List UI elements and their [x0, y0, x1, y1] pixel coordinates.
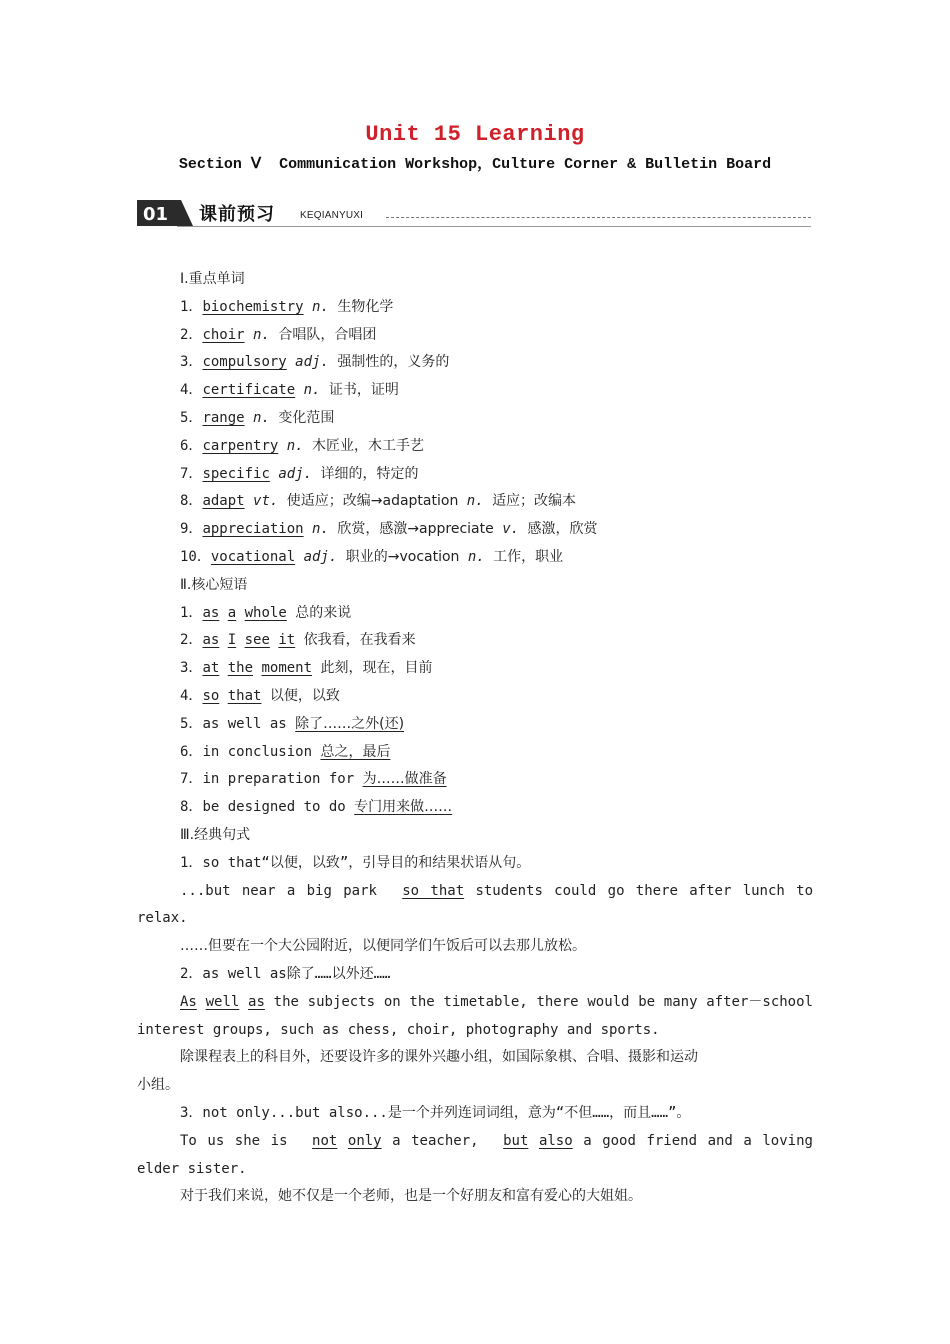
- phrase-list-answers: [137, 711, 813, 822]
- phrase-num: 8．: [180, 799, 203, 816]
- vocab-item: [137, 433, 813, 461]
- vocab-meaning-2: 感激，欣赏: [527, 521, 598, 538]
- vocab-num: 3．: [180, 354, 203, 371]
- sentence-1-title: 1．so that“以便，以致”，引导目的和结果状语从句。: [180, 854, 531, 871]
- vocab-item: [137, 461, 813, 489]
- vocab-meaning: 详细的，特定的: [320, 465, 419, 482]
- vocab-meaning: 欣赏，感激→appreciate: [337, 521, 494, 538]
- sentence-3-pre: To us she is: [180, 1132, 288, 1149]
- vocab-pos: adj.: [295, 354, 329, 371]
- vocab-word: biochemistry: [202, 298, 304, 315]
- phrase-word: at: [202, 660, 220, 677]
- banner-pinyin: KEQIANYUXI: [300, 210, 364, 221]
- vocab-meaning: 证书，证明: [328, 382, 399, 399]
- phrase-text: as well as: [202, 715, 287, 732]
- vocab-item: [137, 544, 813, 572]
- vocab-meaning-2: 适应；改编本: [492, 493, 577, 510]
- vocab-num: 8．: [180, 493, 203, 510]
- vocab-pos: vt.: [253, 493, 279, 510]
- sentence-3-answer-1b: only: [347, 1132, 382, 1149]
- unit-title: Unit 15 Learning: [365, 122, 585, 147]
- vocab-num: 6．: [180, 437, 203, 454]
- vocab-pos-2: n.: [467, 548, 485, 565]
- vocab-meaning: 变化范围: [278, 409, 335, 426]
- sentence-2-cont: interest groups, such as chess, choir, photography and sports.: [137, 1021, 660, 1038]
- vocab-num: 2．: [180, 326, 203, 343]
- vocab-pos: n.: [253, 409, 270, 426]
- vocab-meaning-2: 工作，职业: [493, 548, 564, 565]
- sentence-2-translation-1: 除课程表上的科目外，还要设许多的课外兴趣小组，如国际象棋、合唱、摄影和运动: [180, 1049, 698, 1066]
- sentence-3-answer-2b: also: [538, 1132, 573, 1149]
- vocab-num: 1．: [180, 298, 203, 315]
- sentence-1-cont: relax.: [137, 910, 188, 927]
- section-subtitle: Section Ⅴ Communication Workshop，Culture Corner & Bulletin Board: [178, 156, 772, 173]
- phrase-word: so: [202, 687, 220, 704]
- vocab-word: adapt: [202, 493, 245, 510]
- vocab-meaning: 强制性的，义务的: [337, 354, 450, 371]
- vocab-word: vocational: [210, 548, 296, 565]
- vocab-word: specific: [202, 465, 270, 482]
- phrase-answer: 总之，最后: [320, 743, 391, 760]
- phrase-word: as: [202, 604, 220, 621]
- vocab-pos: n.: [253, 326, 270, 343]
- sentence-1-translation: ……但要在一个大公园附近，以便同学们午饭后可以去那儿放松。: [180, 938, 586, 955]
- section-banner: [137, 198, 811, 230]
- sentence-3-mid: a teacher,: [392, 1132, 479, 1149]
- vocab-pos: adj.: [303, 548, 338, 565]
- sentence-3-post: a good friend and a loving: [583, 1132, 813, 1149]
- phrase-list: [137, 600, 813, 711]
- phrase-item: [137, 600, 813, 628]
- vocab-num: 10．: [180, 548, 211, 565]
- sentence-3-answer-1a: not: [312, 1132, 338, 1149]
- phrase-num: 3．: [180, 660, 203, 677]
- sentence-2-post: the subjects on the timetable, there would be many after－school: [273, 993, 813, 1010]
- vocab-pos-2: v.: [502, 521, 520, 538]
- banner-heading: 课前预习: [199, 204, 275, 225]
- phrase-item: [137, 655, 813, 683]
- content-body: [137, 266, 813, 1211]
- vocab-meaning: 使适应；改编→adaptation: [286, 493, 459, 510]
- vocab-num: 4．: [180, 382, 203, 399]
- phrase-answer: 除了……之外(还): [295, 715, 405, 732]
- phrase-num: 7．: [180, 771, 203, 788]
- phrase-word: as: [202, 632, 220, 649]
- vocab-pos: n.: [312, 521, 329, 538]
- vocab-pos: n.: [312, 298, 329, 315]
- vocab-item: [137, 322, 813, 350]
- sentence-heading: Ⅲ.经典句式: [180, 826, 251, 843]
- phrase-item: [137, 739, 813, 767]
- phrase-text: in preparation for: [202, 771, 355, 788]
- phrase-num: 2．: [180, 632, 203, 649]
- sentence-2-answer-1: As: [180, 993, 197, 1010]
- phrase-word: I: [227, 632, 237, 649]
- vocab-word: compulsory: [202, 354, 287, 371]
- vocab-item: [137, 488, 813, 516]
- phrase-num: 5．: [180, 715, 203, 732]
- sentence-2-answer-2: well: [205, 993, 240, 1010]
- phrase-item: [137, 627, 813, 655]
- phrase-heading: Ⅱ.核心短语: [180, 576, 248, 593]
- vocab-item: [137, 405, 813, 433]
- sentence-2-title: 2．as well as除了……以外还……: [180, 965, 391, 982]
- phrase-answer: 专门用来做……: [354, 799, 453, 816]
- vocab-word: appreciation: [202, 521, 304, 538]
- banner-solid-rule: [177, 226, 811, 227]
- phrase-item: [137, 766, 813, 794]
- vocab-word: choir: [202, 326, 245, 343]
- vocab-word: range: [202, 409, 245, 426]
- vocab-meaning: 生物化学: [337, 298, 394, 315]
- phrase-meaning: 此刻，现在，目前: [320, 660, 433, 677]
- phrase-word: a: [227, 604, 237, 621]
- phrase-word: the: [227, 660, 254, 677]
- phrase-word: see: [244, 632, 270, 649]
- vocab-heading: Ⅰ.重点单词: [180, 271, 245, 287]
- phrase-num: 1．: [180, 604, 203, 621]
- sentence-2-example: [137, 989, 813, 1017]
- phrase-meaning: 总的来说: [295, 604, 352, 621]
- phrase-meaning: 以便，以致: [269, 687, 340, 704]
- phrase-item: [137, 794, 813, 822]
- vocab-word: carpentry: [202, 437, 279, 454]
- vocab-pos: adj.: [278, 465, 313, 482]
- sentence-1-answer: so that: [402, 882, 465, 899]
- vocab-meaning: 合唱队，合唱团: [278, 326, 377, 343]
- svg-text:01: 01: [143, 204, 169, 225]
- vocab-meaning: 木匠业，木工手艺: [312, 437, 425, 454]
- sentence-3-title: 3．not only...but also...是一个并列连词词组，意为“不但……，而且……”。: [180, 1104, 691, 1121]
- vocab-meaning: 职业的→vocation: [345, 548, 460, 565]
- phrase-num: 6．: [180, 743, 203, 760]
- phrase-word: that: [227, 687, 262, 704]
- phrase-item: [137, 683, 813, 711]
- phrase-num: 4．: [180, 687, 203, 704]
- vocab-item: [137, 349, 813, 377]
- sentence-1-pre: ...but near a big park: [180, 882, 377, 899]
- sentence-1-example: [137, 878, 813, 906]
- sentence-3-answer-2a: but: [503, 1132, 529, 1149]
- vocab-item: [137, 377, 813, 405]
- vocab-list: [137, 294, 813, 572]
- phrase-word: it: [278, 632, 296, 649]
- vocab-item: [137, 294, 813, 322]
- vocab-pos: n.: [303, 382, 321, 399]
- sentence-3-example: [137, 1128, 813, 1156]
- sentence-3-translation: 对于我们来说，她不仅是一个老师，也是一个好朋友和富有爱心的大姐姐。: [180, 1188, 642, 1205]
- phrase-text: in conclusion: [202, 743, 313, 760]
- phrase-meaning: 依我看，在我看来: [303, 632, 416, 649]
- phrase-word: whole: [244, 604, 287, 621]
- vocab-item: [137, 516, 813, 544]
- phrase-item: [137, 711, 813, 739]
- phrase-word: moment: [261, 660, 313, 677]
- sentence-2-answer-3: as: [248, 993, 265, 1010]
- sentence-2-translation-2: 小组。: [137, 1077, 179, 1094]
- phrase-text: be designed to do: [202, 799, 346, 816]
- vocab-num: 5．: [180, 409, 203, 426]
- phrase-answer: 为……做准备: [362, 771, 447, 788]
- section-number-badge: [137, 200, 193, 226]
- vocab-word: certificate: [202, 382, 296, 399]
- banner-dashed-rule: [386, 217, 811, 218]
- vocab-pos-2: n.: [466, 493, 484, 510]
- vocab-num: 9．: [180, 521, 203, 538]
- sentence-1-post: students could go there after lunch to: [475, 882, 813, 899]
- vocab-pos: n.: [286, 437, 304, 454]
- sentence-3-cont: elder sister.: [137, 1160, 247, 1177]
- vocab-num: 7．: [180, 465, 203, 482]
